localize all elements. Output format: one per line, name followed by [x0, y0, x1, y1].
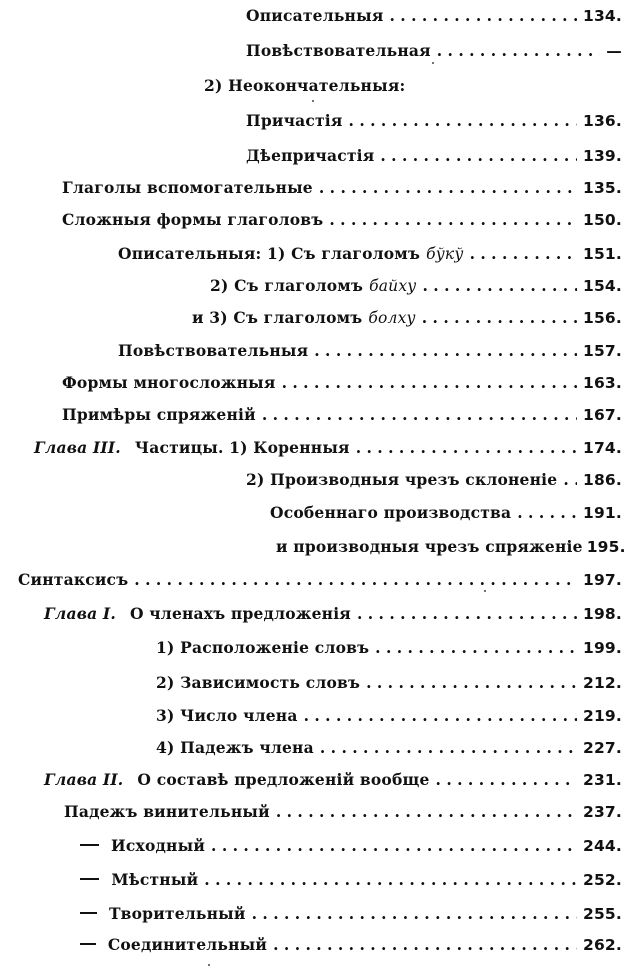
toc-entry-italic: болху [368, 309, 416, 327]
toc-row [156, 638, 622, 666]
toc-entry-text: Падежъ винительный [64, 802, 270, 821]
scan-speck [484, 590, 486, 592]
dot-leader [282, 373, 577, 392]
toc-page-number: 198. [582, 605, 622, 623]
toc-page-number: 151. [582, 245, 622, 263]
toc-row [34, 438, 622, 466]
toc-page-number: 163. [582, 374, 622, 392]
dot-leader [319, 178, 577, 197]
toc-row [18, 570, 622, 598]
toc-entry-text: 2) Неокончательныя: [204, 76, 406, 95]
toc-page-number: 197. [582, 571, 622, 589]
toc-page-number: 167. [582, 406, 622, 424]
toc-page-number: 134. [582, 7, 622, 25]
toc-page-number: 156. [582, 309, 622, 327]
toc-row [276, 537, 626, 565]
toc-entry-text: и производныя чрезъ спряженіе [276, 537, 583, 556]
toc-entry-text: Повѣствовательныя [118, 341, 309, 360]
dot-leader [304, 706, 577, 725]
toc-page-number: 212. [582, 674, 622, 692]
toc-row [192, 308, 622, 336]
toc-page-number: 262. [582, 936, 622, 954]
toc-entry-text: Глаголы вспомогательные [62, 178, 313, 197]
dot-leader [380, 146, 577, 165]
toc-row [246, 6, 622, 34]
scan-speck [208, 964, 210, 966]
toc-entry-text: Сложныя формы глаголовъ [62, 210, 324, 229]
toc-page-number: 244. [582, 837, 622, 855]
scan-speck [432, 62, 434, 64]
toc-row [156, 738, 622, 766]
toc-entry-text: Причастія [246, 111, 343, 130]
toc-row [80, 836, 622, 864]
toc-row [62, 405, 622, 433]
ditto-dash [80, 878, 99, 880]
toc-row [156, 673, 622, 701]
toc-entry-text: Особеннаго производства [270, 503, 512, 522]
toc-entry-text: О членахъ предложенія [129, 604, 351, 623]
dot-leader [389, 6, 576, 25]
toc-page-number: 174. [582, 439, 622, 457]
chapter-label: Глава I. [44, 604, 116, 623]
dot-leader [356, 438, 577, 457]
toc-row [80, 904, 622, 932]
dot-leader [262, 405, 577, 424]
dot-leader [470, 244, 577, 263]
toc-entry-text: 2) Зависимость словъ [156, 673, 361, 692]
toc-page-number: 157. [582, 342, 622, 360]
toc-entry-text: Мѣстный [111, 870, 199, 889]
chapter-label: Глава III. [34, 438, 121, 457]
toc-row [246, 111, 622, 139]
toc-row [118, 341, 622, 369]
toc-row [62, 373, 622, 401]
toc-page-number: 199. [582, 639, 622, 657]
toc-page-number: 191. [582, 504, 622, 522]
toc-row [44, 604, 622, 632]
toc-page-number: 255. [582, 905, 622, 923]
dot-leader [436, 770, 577, 789]
toc-row [246, 146, 622, 174]
toc-entry-text: 1) Расположеніе словъ [156, 638, 370, 657]
dot-leader [276, 802, 577, 821]
toc-page-number: 136. [582, 112, 622, 130]
toc-entry-text: 2) Съ глаголомъ [210, 276, 364, 295]
toc-page-number: 252. [582, 871, 622, 889]
chapter-label: Глава II. [44, 770, 124, 789]
toc-entry-text: и 3) Съ глаголомъ [192, 308, 363, 327]
dot-leader [357, 604, 577, 623]
dot-leader [366, 673, 577, 692]
toc-entry-text: Творительный [108, 904, 246, 923]
toc-entry-text: 4) Падежъ члена [156, 738, 314, 757]
toc-page-number: 195. [586, 538, 626, 556]
toc-entry-text: Примѣры спряженій [62, 405, 256, 424]
toc-entry-text: Формы многосложныя [62, 373, 276, 392]
toc-row [246, 41, 622, 69]
dot-leader [314, 341, 577, 360]
dot-leader [517, 503, 577, 522]
dot-leader [375, 638, 577, 657]
dot-leader [349, 111, 577, 130]
toc-entry-text: Описательныя [246, 6, 384, 25]
toc-entry-text: Синтаксисъ [18, 570, 129, 589]
scan-speck [312, 100, 314, 102]
toc-entry-text: Частицы. 1) Коренныя [134, 438, 350, 457]
dot-leader [252, 904, 577, 923]
toc-entry-italic: бўкў [426, 245, 464, 263]
toc-entry-text: Повѣствовательная [246, 41, 431, 60]
dot-leader [211, 836, 577, 855]
toc-row [210, 276, 622, 304]
toc-page-number: 186. [582, 471, 622, 489]
toc-row [80, 935, 622, 963]
toc-row [62, 178, 622, 206]
toc-page-number: 135. [582, 179, 622, 197]
toc-page-number: 154. [582, 277, 622, 295]
toc-page-number: 237. [582, 803, 622, 821]
dot-leader [204, 870, 577, 889]
toc-page-number: 150. [582, 211, 622, 229]
dot-leader [422, 308, 577, 327]
toc-page-number: 219. [582, 707, 622, 725]
toc-row [62, 210, 622, 238]
toc-entry-italic: байху [369, 277, 417, 295]
toc-page-number: 139. [582, 147, 622, 165]
toc-page-number: 227. [582, 739, 622, 757]
toc-page-number: 231. [582, 771, 622, 789]
toc-row [270, 503, 622, 531]
toc-entry-text: Описательныя: 1) Съ глаголомъ [118, 244, 421, 263]
dot-leader [134, 570, 577, 589]
dot-leader [329, 210, 577, 229]
toc-row [204, 76, 622, 104]
dot-leader [437, 41, 601, 60]
toc-entry-text: Исходный [111, 836, 206, 855]
toc-row [44, 770, 622, 798]
toc-entry-text: О составѣ предложеній вообще [137, 770, 430, 789]
ditto-dash [80, 844, 99, 846]
dot-leader [320, 738, 577, 757]
toc-entry-text: 2) Производныя чрезъ склоненіе [246, 470, 558, 489]
toc-row [156, 706, 622, 734]
toc-row [80, 870, 622, 898]
dot-leader [563, 470, 577, 489]
toc-row [118, 244, 622, 272]
dot-leader [273, 935, 577, 954]
toc-entry-text: Соединительный [107, 935, 268, 954]
ditto-dash [80, 912, 97, 914]
toc-entry-text: Дѣепричастія [246, 146, 375, 165]
toc-row [246, 470, 622, 498]
ditto-dash [80, 943, 96, 945]
toc-row [64, 802, 622, 830]
toc-page-number: — [606, 42, 622, 60]
dot-leader [423, 276, 577, 295]
toc-entry-text: 3) Число члена [156, 706, 298, 725]
